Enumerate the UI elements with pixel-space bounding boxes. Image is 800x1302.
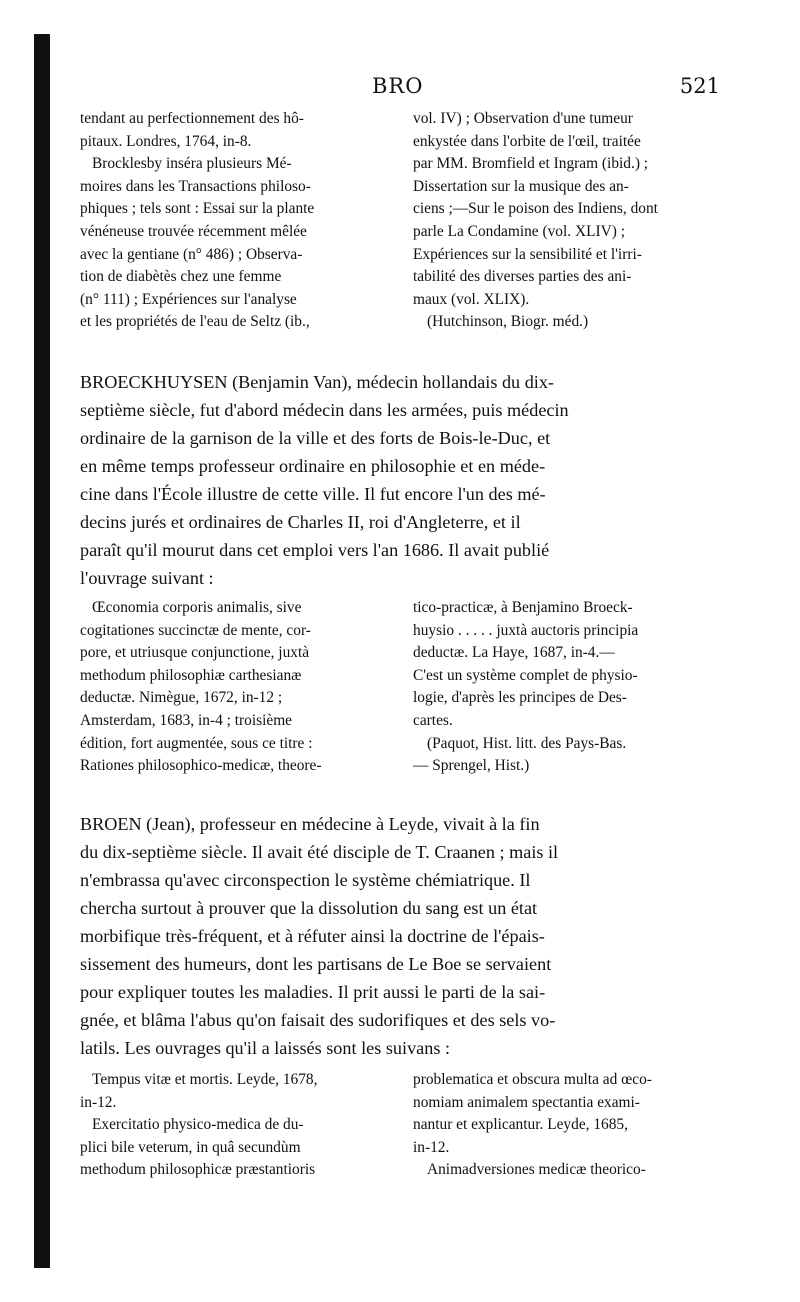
- page-number: 521: [679, 74, 720, 98]
- two-column-block-2: [80, 597, 718, 778]
- text-line: tion de diabètès chez une femme: [80, 268, 282, 286]
- text-line: Exercitatio physico-medica de du-: [92, 1116, 304, 1134]
- entry-broen: [80, 810, 720, 1062]
- citation-line: (Hutchinson, Biogr. méd.): [427, 313, 589, 331]
- text-line: methodum philosophiæ carthesianæ: [80, 666, 302, 684]
- text-line: nomiam animalem spectantia exami-: [413, 1093, 640, 1111]
- text-line: in-12.: [413, 1138, 450, 1156]
- text-line: logie, d'après les principes de Des-: [413, 689, 627, 707]
- page-edge-shadow: [34, 34, 50, 1268]
- text-line: maux (vol. XLIX).: [413, 290, 530, 308]
- text-line: pore, et utriusque conjunctione, juxtà: [80, 644, 310, 662]
- text-line: vol. IV) ; Observation d'une tumeur: [413, 110, 633, 127]
- text-line: et les propriétés de l'eau de Seltz (ib.,: [80, 313, 310, 331]
- text-line: cartes.: [413, 711, 453, 729]
- text-line: enkystée dans l'orbite de l'œil, traitée: [413, 132, 641, 150]
- text-line: gnée, et blâma l'abus qu'on faisait des sudorifiques et des sels vo-: [80, 1010, 556, 1030]
- text-line: decins jurés et ordinaires de Charles II, roi d'Angleterre, et il: [80, 512, 521, 532]
- text-line: C'est un système complet de physio-: [413, 666, 638, 684]
- text-line: pour expliquer toutes les maladies. Il prit aussi le parti de la sai-: [80, 982, 546, 1002]
- text-line: vénéneuse trouvée récemment mêlée: [80, 222, 307, 240]
- text-line: paraît qu'il mourut dans cet emploi vers l'an 1686. Il avait publié: [80, 540, 550, 560]
- running-header: [80, 74, 720, 104]
- text-line: ciens ;—Sur le poison des Indiens, dont: [413, 200, 658, 218]
- text-line: cogitationes succinctæ de mente, cor-: [80, 621, 311, 639]
- text-line: (n° 111) ; Expériences sur l'analyse: [80, 290, 297, 308]
- text-line: Rationes philosophico-medicæ, theore-: [80, 757, 322, 775]
- column-left: [80, 597, 385, 778]
- text-line: nantur et explicantur. Leyde, 1685,: [413, 1116, 628, 1134]
- text-line: n'embrassa qu'avec circonspection le système chémiatrique. Il: [80, 870, 531, 890]
- text-line: tico-practicæ, à Benjamino Broeck-: [413, 599, 633, 616]
- text-line: par MM. Bromfield et Ingram (ibid.) ;: [413, 155, 649, 173]
- text-line: chercha surtout à prouver que la dissolution du sang est un état: [80, 898, 538, 918]
- text-line: cine dans l'École illustre de cette ville. Il fut encore l'un des mé-: [80, 484, 546, 504]
- text-line: avec la gentiane (n° 486) ; Observa-: [80, 245, 303, 263]
- column-left: [80, 1069, 385, 1182]
- text-line: pitaux. Londres, 1764, in-8.: [80, 132, 252, 150]
- text-line: Brocklesby inséra plusieurs Mé-: [92, 155, 292, 173]
- text-line: en même temps professeur ordinaire en philosophie et en méde-: [80, 456, 546, 476]
- running-headword: BRO: [372, 74, 424, 98]
- entry-first-line: BROECKHUYSEN (Benjamin Van), médecin hollandais du dix-: [80, 372, 554, 392]
- text-line: Amsterdam, 1683, in-4 ; troisième: [80, 711, 293, 729]
- text-line: Animadversiones medicæ theorico-: [427, 1161, 646, 1179]
- text-line: édition, fort augmentée, sous ce titre :: [80, 734, 313, 752]
- text-line: huysio . . . . . juxtà auctoris principia: [413, 621, 639, 639]
- text-line: Dissertation sur la musique des an-: [413, 177, 629, 195]
- text-line: deductæ. Nimègue, 1672, in-12 ;: [80, 689, 283, 707]
- text-line: plici bile veterum, in quâ secundùm: [80, 1138, 301, 1156]
- text-line: tendant au perfectionnement des hô-: [80, 110, 304, 127]
- entry-broeckhuysen: [80, 368, 720, 592]
- text-line: tabilité des diverses parties des ani-: [413, 268, 632, 286]
- column-right: [413, 597, 718, 778]
- column-right: [413, 108, 718, 334]
- text-line: Tempus vitæ et mortis. Leyde, 1678,: [92, 1071, 318, 1088]
- text-line: ordinaire de la garnison de la ville et des forts de Bois-le-Duc, et: [80, 428, 551, 448]
- entry-first-line: BROEN (Jean), professeur en médecine à Leyde, vivait à la fin: [80, 814, 540, 834]
- two-column-block-1: [80, 108, 718, 334]
- text-line: du dix-septième siècle. Il avait été disciple de T. Craanen ; mais il: [80, 842, 559, 862]
- text-line: Expériences sur la sensibilité et l'irri-: [413, 245, 642, 263]
- citation-line: (Paquot, Hist. litt. des Pays-Bas.: [427, 734, 627, 752]
- column-right: [413, 1069, 718, 1182]
- two-column-block-3: [80, 1069, 718, 1182]
- text-line: in-12.: [80, 1093, 117, 1111]
- citation-line: — Sprengel, Hist.): [413, 757, 530, 775]
- text-line: phiques ; tels sont : Essai sur la plante: [80, 200, 315, 218]
- text-line: l'ouvrage suivant :: [80, 568, 214, 588]
- text-line: septième siècle, fut d'abord médecin dans les armées, puis médecin: [80, 400, 569, 420]
- text-line: sissement des humeurs, dont les partisans de Le Boe se servaient: [80, 954, 552, 974]
- text-line: parle La Condamine (vol. XLIV) ;: [413, 222, 625, 240]
- text-line: problematica et obscura multa ad œco-: [413, 1071, 652, 1088]
- text-line: morbifique très-fréquent, et à réfuter ainsi la doctrine de l'épais-: [80, 926, 545, 946]
- text-line: moires dans les Transactions philoso-: [80, 177, 311, 195]
- text-line: Œconomia corporis animalis, sive: [92, 599, 302, 616]
- column-left: [80, 108, 385, 334]
- text-line: latils. Les ouvrages qu'il a laissés sont les suivans :: [80, 1038, 451, 1058]
- text-line: methodum philosophicæ præstantioris: [80, 1161, 316, 1179]
- text-line: deductæ. La Haye, 1687, in-4.—: [413, 644, 615, 662]
